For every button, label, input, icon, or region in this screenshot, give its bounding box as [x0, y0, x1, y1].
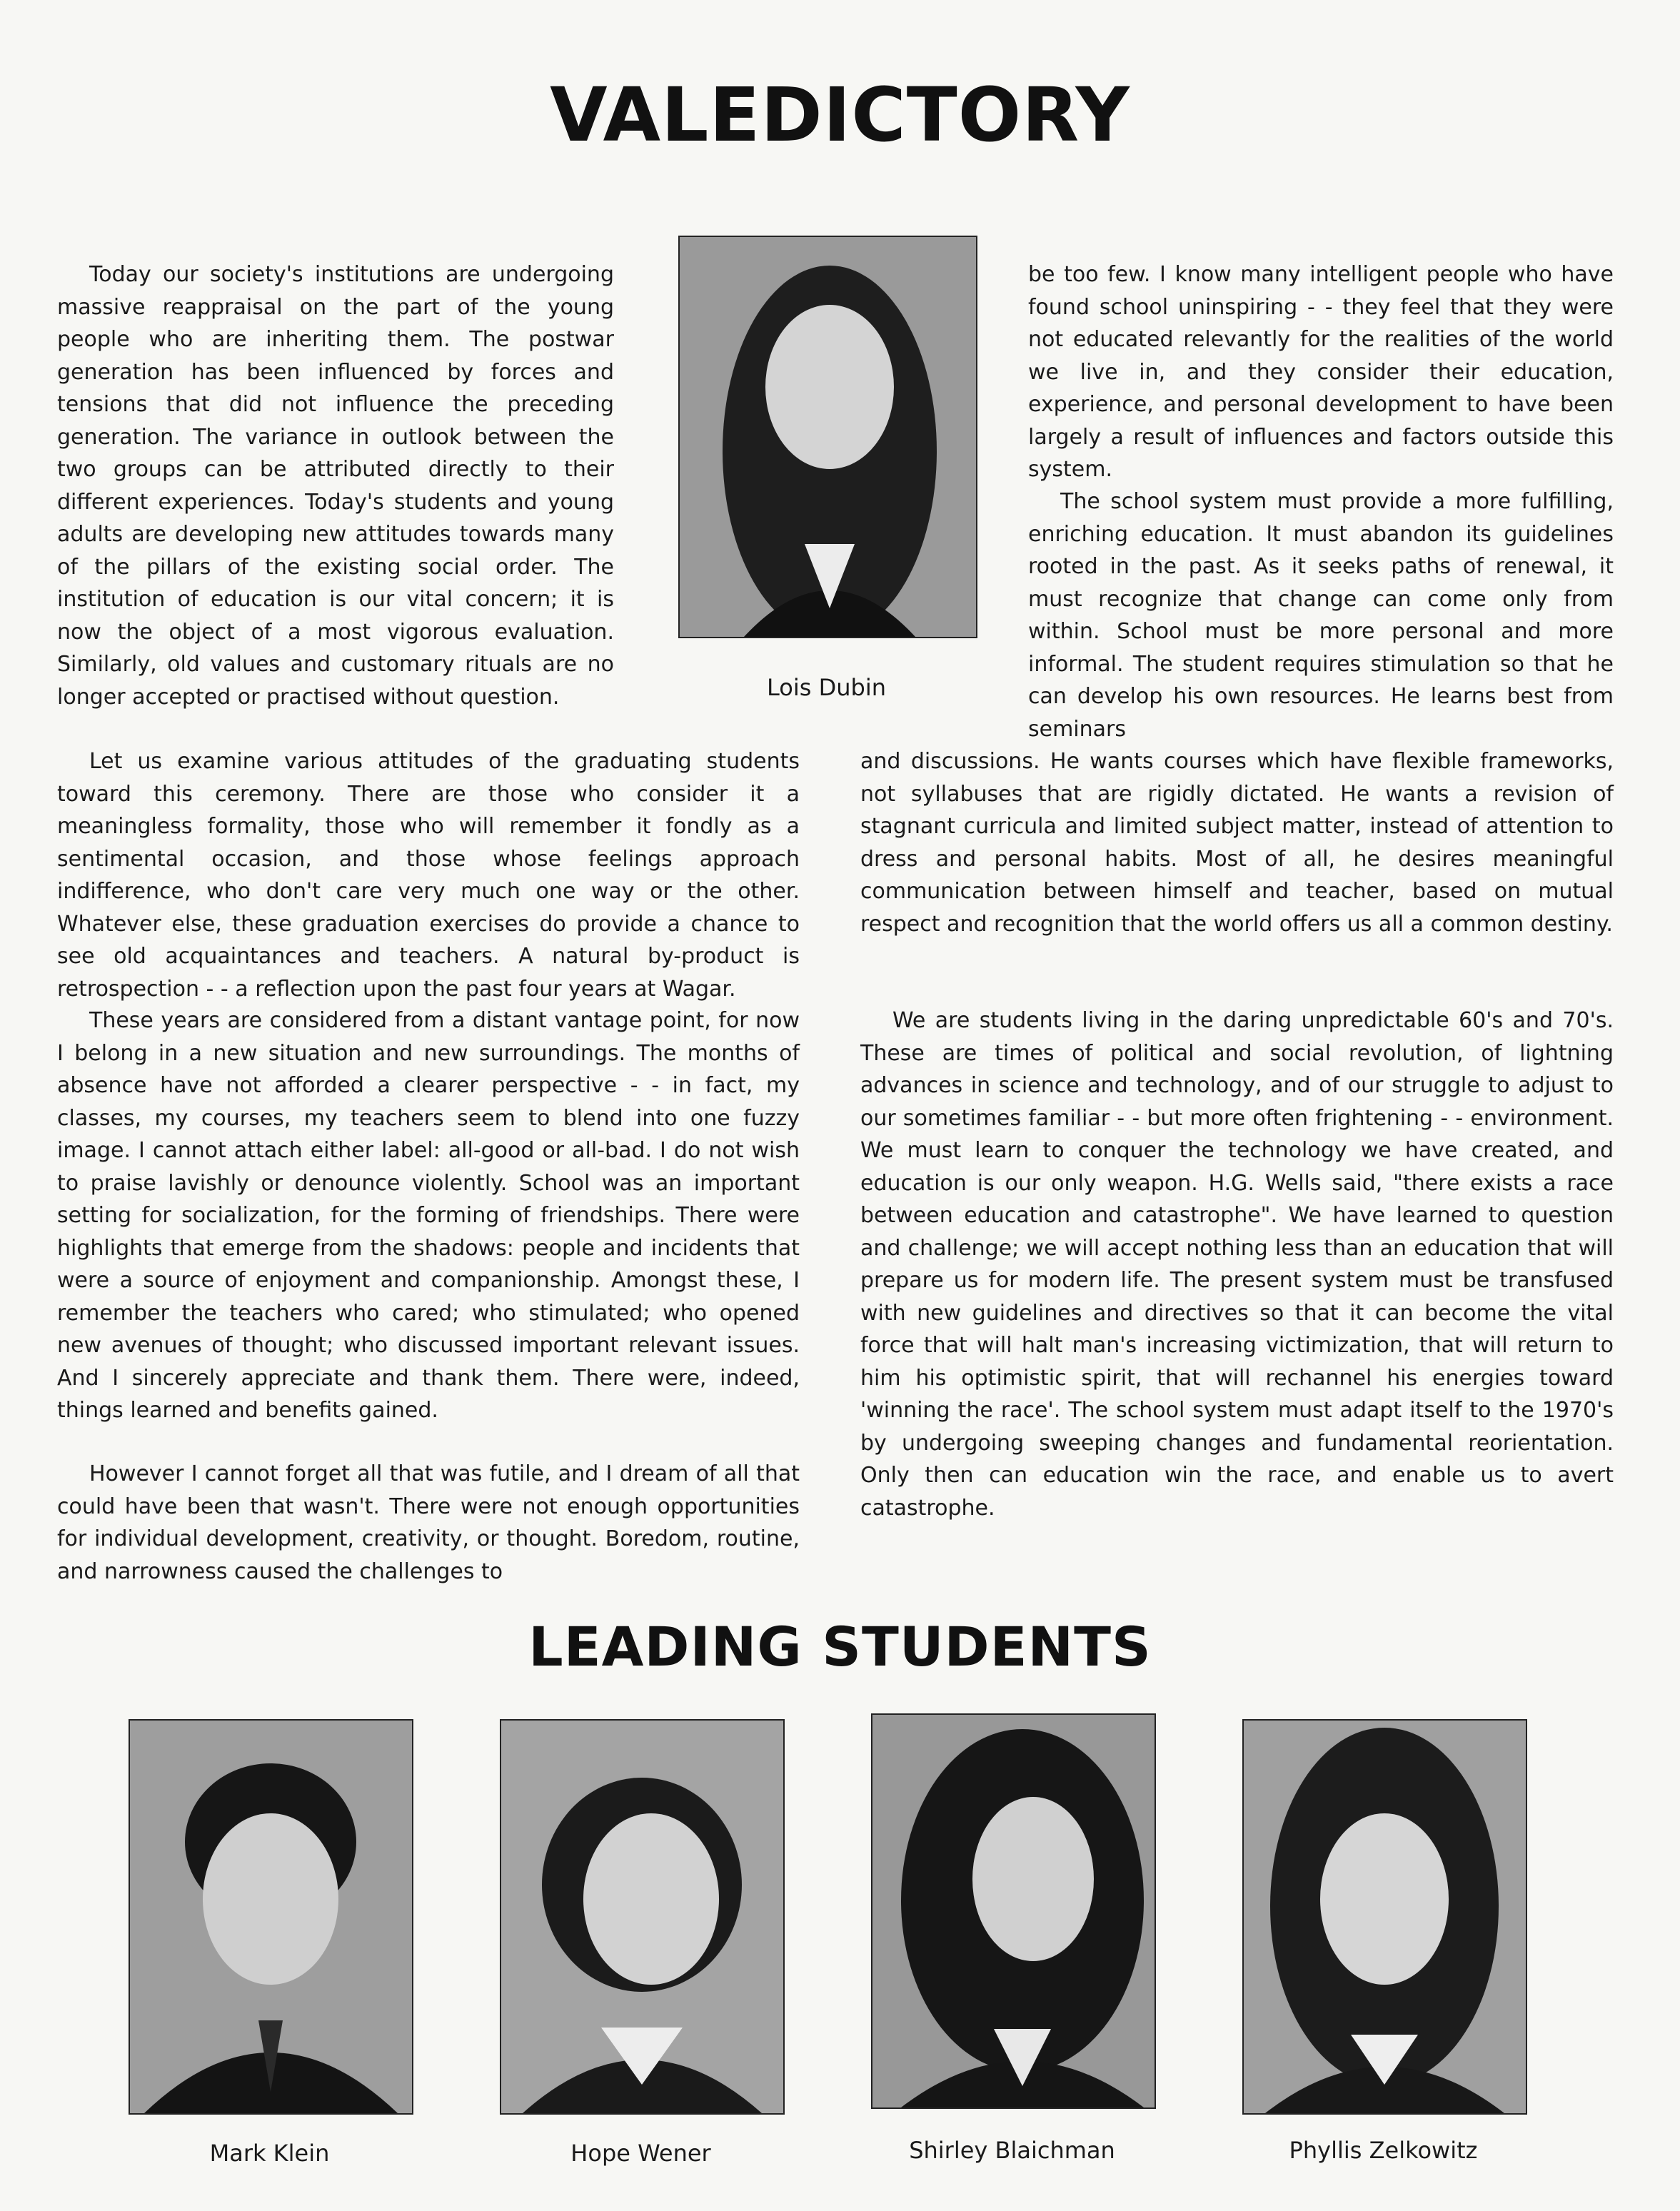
student-name-1: Mark Klein: [209, 2140, 330, 2167]
valedictory-paragraph-7: and discussions. He wants courses which have flexible frameworks, not syllabuses that are rigidly dictated. He wants a revision of stagnant curricula and limited subject matter, instead of attention to dress and personal habits. Most of all, he desires meaningful communication between himself and teacher, based on mutual respect and recognition that the world offers us all a common destiny.: [860, 749, 1614, 937]
valedictorian-caption: Lois Dubin: [767, 674, 886, 701]
student-name-2: Hope Wener: [570, 2140, 711, 2167]
student-name-3: Shirley Blaichman: [909, 2137, 1115, 2164]
valedictory-title: VALEDICTORY: [550, 71, 1130, 158]
student-portrait-4: [1242, 1719, 1527, 2115]
leading-students-title: LEADING STUDENTS: [528, 1615, 1152, 1678]
valedictory-paragraph-3: These years are considered from a distant vantage point, for now I belong in a new situation and new surroundings. The months of absence have not afforded a clearer perspective - - in fact, my classes, my courses, my teachers seem to blend into one fuzzy image. I cannot attach either label: all-good or all-bad. I do not wish to praise lavishly or denounce violently. School was an important setting for socialization, for the forming of friendships. There were highlights that emerge from the shadows: people and incidents that were a source of enjoyment and companionship. Amongst these, I remember the teachers who cared; who stimulated; who opened new avenues of thought; who discussed important relevant issues. And I sincerely appreciate and thank them. There were, indeed, things learned and benefits gained.: [57, 1008, 800, 1423]
valedictory-paragraph-6: The school system must provide a more fulfilling, enriching education. It must abandon its guidelines rooted in the past. As it seeks paths of renewal, it must recognize that change can come only from within. School must be more personal and more informal. The student requires stimulation so that he can develop his own resources. He learns best from seminars: [1028, 489, 1614, 742]
valedictorian-portrait: [678, 236, 977, 638]
student-portrait-3: [871, 1713, 1156, 2109]
valedictory-paragraph-8: We are students living in the daring unpredictable 60's and 70's. These are times of political and social revolution, of lightning advances in science and technology, and of our struggle to adjust to our sometimes familiar - - but more often frightening - - environment. We must learn to conquer the technology we have created, and education is our only weapon. H.G. Wells said, "there exists a race between education and catastrophe". We have learned to question and challenge; we will accept nothing less than an education that will prepare us for modern life. The present system must be transfused with new guidelines and directives so that it can become the vital force that will halt man's increasing victimization, that will return to him his optimistic spirit, that will rechannel his energies toward 'winning the race'. The school system must adapt itself to the 1970's by undergoing sweeping changes and fundamental reorientation. Only then can education win the race, and enable us to avert catastrophe.: [860, 1008, 1614, 1521]
valedictory-paragraph-1: Today our society's institutions are undergoing massive reappraisal on the part of the young people who are inheriting them. The postwar generation has been influenced by forces and tensions that did not influence the preceding generation. The variance in outlook between the two groups can be attributed directly to their different experiences. Today's students and young adults are developing new attitudes towards many of the pillars of the existing social order. The institution of education is our vital concern; it is now the object of a most vigorous evaluation. Similarly, old values and customary rituals are no longer accepted or practised without question.: [57, 262, 614, 710]
valedictory-paragraph-5: be too few. I know many intelligent people who have found school uninspiring - - they feel that they were not educated relevantly for the realities of the world we live in, and they consider their education, experience, and personal development to have been largely a result of influences and factors outside this system.: [1028, 262, 1614, 482]
student-portrait-1: [129, 1719, 413, 2115]
student-portrait-2: [500, 1719, 785, 2115]
student-name-4: Phyllis Zelkowitz: [1289, 2137, 1478, 2164]
valedictory-paragraph-2: Let us examine various attitudes of the graduating students toward this ceremony. There are those who consider it a meaningless formality, those who will remember it fondly as a sentimental occasion, and those whose feelings approach indifference, who don't care very much one way or the other. Whatever else, these graduation exercises do provide a chance to see old acquaintances and teachers. A natural by-product is retrospection - - a reflection upon the past four years at Wagar.: [57, 749, 800, 1002]
valedictory-paragraph-4: However I cannot forget all that was futile, and I dream of all that could have been that wasn't. There were not enough opportunities for individual development, creativity, or thought. Boredom, routine, and narrowness caused the challenges to: [57, 1461, 800, 1584]
